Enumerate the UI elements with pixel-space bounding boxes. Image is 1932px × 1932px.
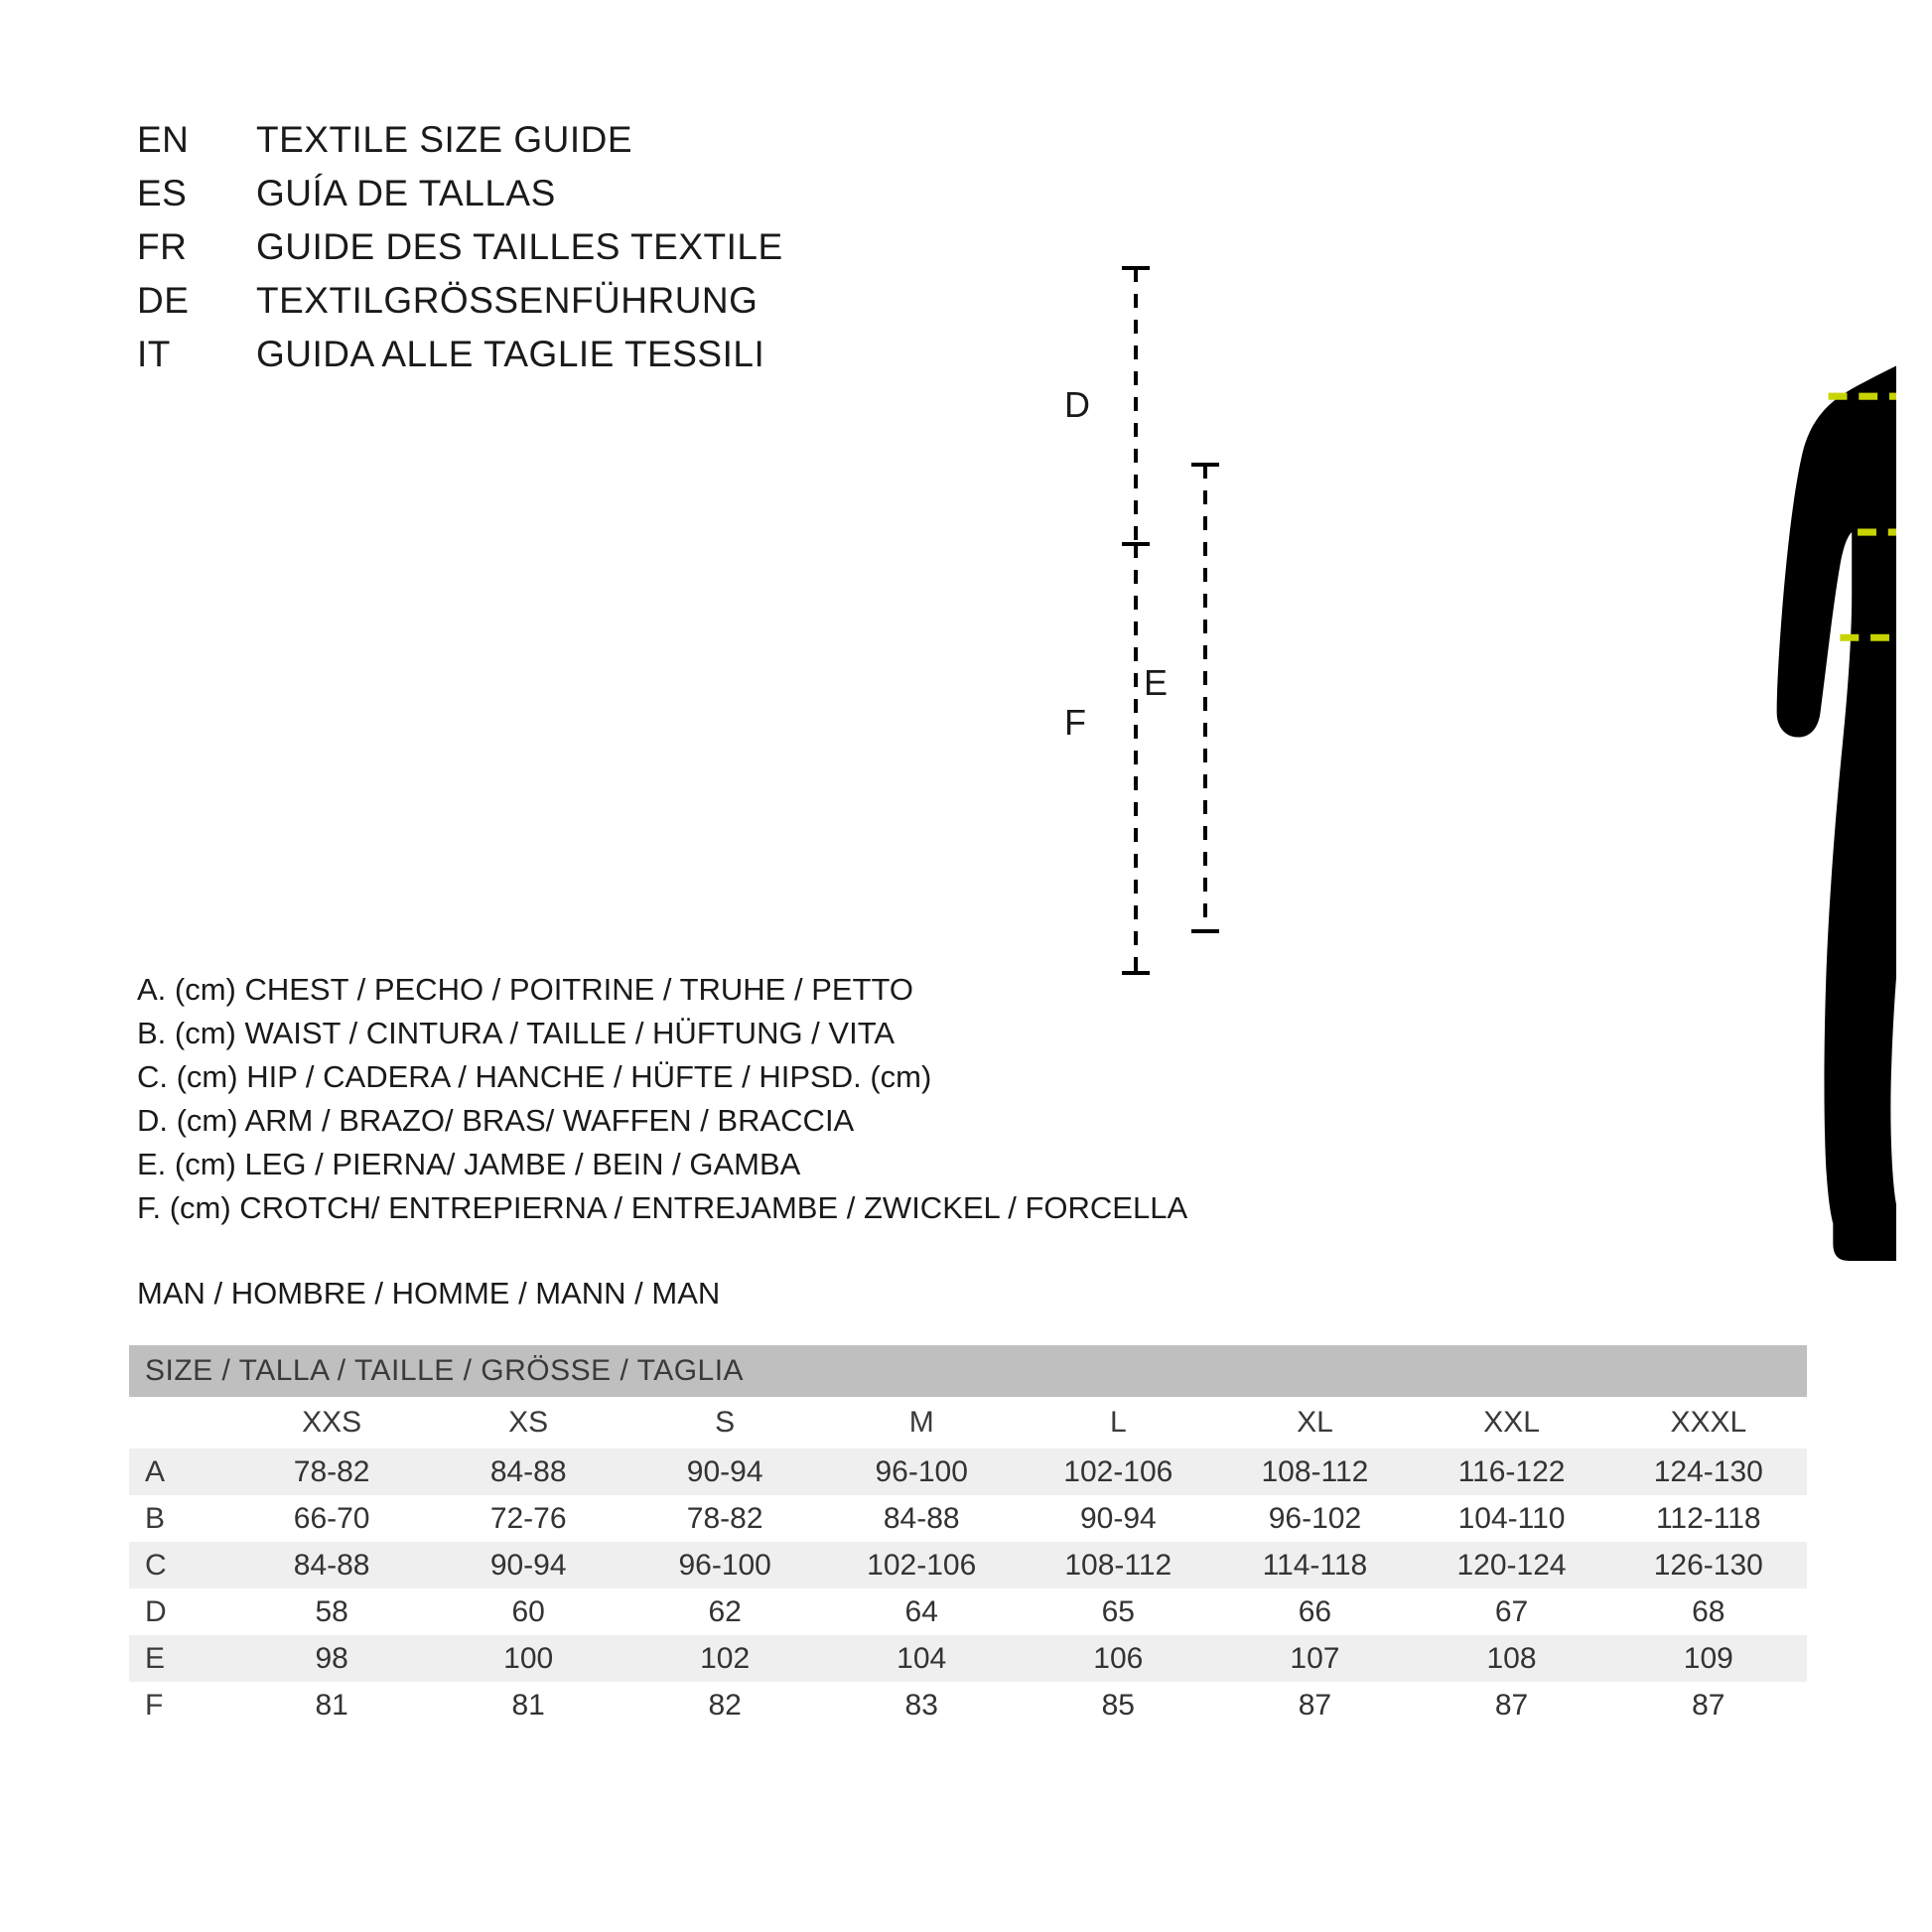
- language-row: [137, 280, 892, 322]
- table-cell: 65: [1020, 1588, 1216, 1635]
- table-cell: 81: [233, 1682, 430, 1728]
- row-label: F: [129, 1682, 233, 1728]
- language-code: ES: [137, 173, 188, 213]
- table-cell: 108-112: [1020, 1542, 1216, 1588]
- legend-item-b: B. (cm) WAIST / CINTURA / TAILLE / HÜFTUNG / VITA: [137, 1016, 896, 1051]
- language-row: [137, 226, 892, 268]
- column-header: XXS: [233, 1397, 430, 1449]
- size-table: [129, 1345, 1807, 1728]
- table-row: [129, 1449, 1807, 1495]
- table-row: [129, 1542, 1807, 1588]
- legend-item-d: D. (cm) ARM / BRAZO/ BRAS/ WAFFEN / BRACCIA: [137, 1103, 855, 1139]
- table-cell: 84-88: [430, 1449, 626, 1495]
- language-row: [137, 334, 892, 375]
- table-cell: 87: [1610, 1682, 1807, 1728]
- legend-item-a: A. (cm) CHEST / PECHO / POITRINE / TRUHE / PETTO: [137, 972, 913, 1007]
- table-cell: 102: [626, 1635, 823, 1682]
- table-cell: 112-118: [1610, 1495, 1807, 1542]
- gender-label: MAN / HOMBRE / HOMME / MANN / MAN: [137, 1276, 721, 1311]
- measurement-legend: [137, 968, 1189, 1230]
- table-cell: 85: [1020, 1682, 1216, 1728]
- table-cell: 120-124: [1413, 1542, 1609, 1588]
- language-title: TEXTILGRÖSSENFÜHRUNG: [256, 280, 759, 321]
- language-row: [137, 119, 892, 161]
- table-cell: 108: [1413, 1635, 1609, 1682]
- table-cell: 87: [1216, 1682, 1413, 1728]
- table-cell: 60: [430, 1588, 626, 1635]
- legend-item-c: C. (cm) HIP / CADERA / HANCHE / HÜFTE / HIPSD. (cm): [137, 1059, 932, 1095]
- table-header-row: [129, 1397, 1807, 1449]
- table-cell: 104-110: [1413, 1495, 1609, 1542]
- language-title-block: [137, 119, 892, 387]
- table-cell: 102-106: [823, 1542, 1020, 1588]
- table-cell: 109: [1610, 1635, 1807, 1682]
- column-header: M: [823, 1397, 1020, 1449]
- language-title: TEXTILE SIZE GUIDE: [256, 119, 633, 160]
- table-cell: 62: [626, 1588, 823, 1635]
- table-cell: 66-70: [233, 1495, 430, 1542]
- table-cell: 66: [1216, 1588, 1413, 1635]
- language-row: [137, 173, 892, 214]
- table-row: [129, 1588, 1807, 1635]
- svg-text:F: F: [1064, 702, 1086, 743]
- table-cell: 108-112: [1216, 1449, 1413, 1495]
- table-cell: 90-94: [626, 1449, 823, 1495]
- language-title: GUIDE DES TAILLES TEXTILE: [256, 226, 783, 267]
- svg-text:D: D: [1064, 384, 1090, 425]
- table-cell: 72-76: [430, 1495, 626, 1542]
- row-label: C: [129, 1542, 233, 1588]
- language-title: GUÍA DE TALLAS: [256, 173, 556, 213]
- legend-item-e: E. (cm) LEG / PIERNA/ JAMBE / BEIN / GAMBA: [137, 1147, 801, 1182]
- body-diagram: [1033, 79, 1896, 1301]
- table-cell: 78-82: [233, 1449, 430, 1495]
- table-row: [129, 1635, 1807, 1682]
- table-cell: 100: [430, 1635, 626, 1682]
- table-cell: 83: [823, 1682, 1020, 1728]
- row-label: B: [129, 1495, 233, 1542]
- column-header: XXXL: [1610, 1397, 1807, 1449]
- row-label: D: [129, 1588, 233, 1635]
- table-cell: 126-130: [1610, 1542, 1807, 1588]
- table-title: SIZE / TALLA / TAILLE / GRÖSSE / TAGLIA: [129, 1345, 1807, 1397]
- language-code: IT: [137, 334, 171, 374]
- table-row: [129, 1682, 1807, 1728]
- table-cell: 81: [430, 1682, 626, 1728]
- male-silhouette: [1777, 183, 1896, 1261]
- table-cell: 106: [1020, 1635, 1216, 1682]
- dimension-bracket-f: [1064, 544, 1150, 973]
- column-header: XL: [1216, 1397, 1413, 1449]
- table-cell: 96-100: [823, 1449, 1020, 1495]
- table-cell: 107: [1216, 1635, 1413, 1682]
- table-cell: 90-94: [1020, 1495, 1216, 1542]
- table-cell: 68: [1610, 1588, 1807, 1635]
- table-cell: 102-106: [1020, 1449, 1216, 1495]
- language-code: FR: [137, 226, 188, 267]
- column-header: S: [626, 1397, 823, 1449]
- table-cell: 82: [626, 1682, 823, 1728]
- table-row: [129, 1495, 1807, 1542]
- table-cell: 96-102: [1216, 1495, 1413, 1542]
- table-cell: 98: [233, 1635, 430, 1682]
- table-cell: 90-94: [430, 1542, 626, 1588]
- table-cell: 58: [233, 1588, 430, 1635]
- table-corner-cell: [129, 1397, 233, 1449]
- table-title-row: [129, 1345, 1807, 1397]
- language-title: GUIDA ALLE TAGLIE TESSILI: [256, 334, 765, 374]
- table-cell: 116-122: [1413, 1449, 1609, 1495]
- language-code: EN: [137, 119, 190, 160]
- column-header: L: [1020, 1397, 1216, 1449]
- table-cell: 64: [823, 1588, 1020, 1635]
- table-cell: 78-82: [626, 1495, 823, 1542]
- dimension-bracket-d: [1064, 268, 1150, 544]
- table-cell: 84-88: [233, 1542, 430, 1588]
- table-cell: 104: [823, 1635, 1020, 1682]
- column-header: XS: [430, 1397, 626, 1449]
- svg-text:E: E: [1144, 662, 1169, 703]
- language-code: DE: [137, 280, 190, 321]
- table-cell: 87: [1413, 1682, 1609, 1728]
- table-cell: 67: [1413, 1588, 1609, 1635]
- table-cell: 124-130: [1610, 1449, 1807, 1495]
- dimension-bracket-e: [1144, 465, 1219, 931]
- row-label: A: [129, 1449, 233, 1495]
- table-cell: 114-118: [1216, 1542, 1413, 1588]
- table-cell: 96-100: [626, 1542, 823, 1588]
- table-cell: 84-88: [823, 1495, 1020, 1542]
- legend-item-f: F. (cm) CROTCH/ ENTREPIERNA / ENTREJAMBE / ZWICKEL / FORCELLA: [137, 1190, 1188, 1226]
- row-label: E: [129, 1635, 233, 1682]
- column-header: XXL: [1413, 1397, 1609, 1449]
